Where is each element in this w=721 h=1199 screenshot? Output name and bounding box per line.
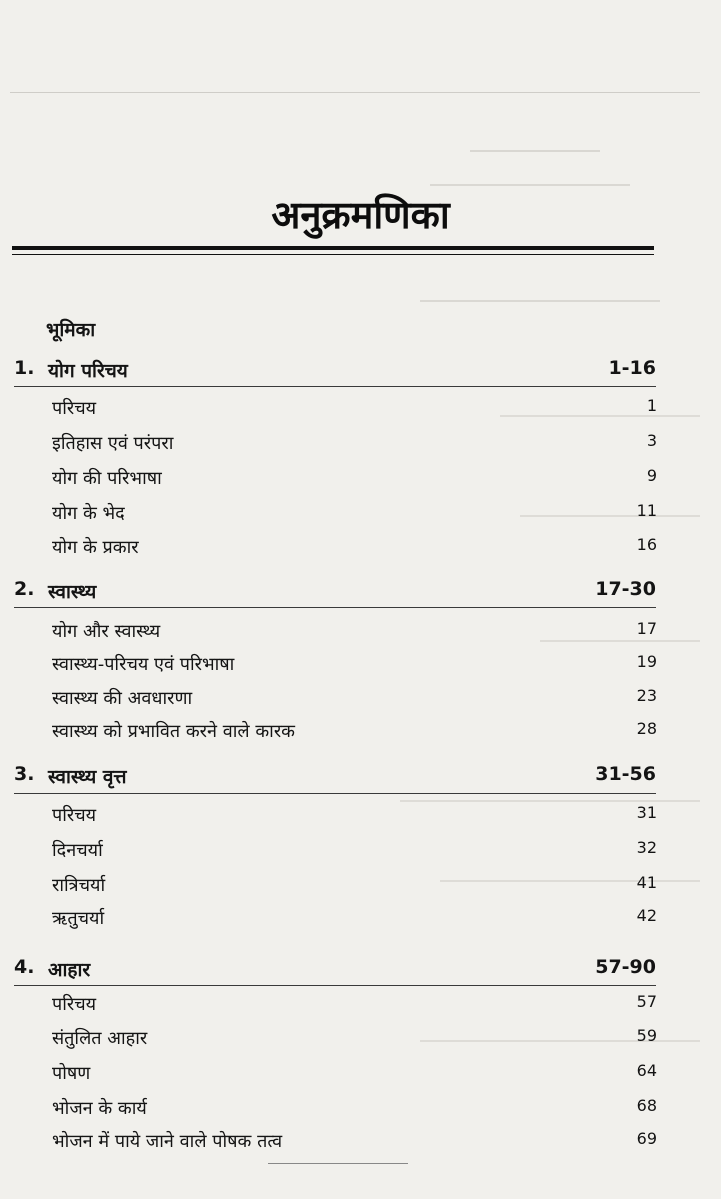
chapter-heading — [14, 357, 656, 385]
toc-entry — [52, 619, 657, 647]
toc-entry — [52, 686, 657, 714]
toc-entry — [52, 466, 657, 494]
toc-entry-title: दिनचर्या — [52, 840, 103, 861]
chapter-rule — [14, 386, 656, 387]
toc-entry-page: 17 — [636, 619, 657, 638]
toc-entry-page: 41 — [636, 873, 657, 892]
chapter-page-range: 31-56 — [595, 763, 656, 785]
toc-entry-title: योग की परिभाषा — [52, 468, 162, 489]
toc-entry-page: 31 — [636, 803, 657, 822]
toc-entry-page: 19 — [636, 652, 657, 671]
toc-entry-page: 1 — [646, 396, 657, 415]
page-title: अनुक्रमणिका — [271, 193, 450, 237]
toc-entry-title: भोजन में पाये जाने वाले पोषक तत्व — [52, 1131, 283, 1152]
toc-entry-title: ऋतुचर्या — [52, 908, 105, 929]
intro-heading: भूमिका — [46, 319, 96, 341]
chapter-number: 3. — [14, 763, 35, 785]
toc-entry-title: स्वास्थ्य की अवधारणा — [52, 688, 193, 709]
toc-entry — [52, 1061, 657, 1089]
chapter-number: 1. — [14, 357, 35, 379]
toc-entry-page: 69 — [636, 1129, 657, 1148]
toc-entry-title: स्वास्थ्य को प्रभावित करने वाले कारक — [52, 721, 296, 742]
toc-entry-page: 64 — [636, 1061, 657, 1080]
toc-entry-title: इतिहास एवं परंपरा — [52, 433, 174, 454]
chapter-page-range: 1-16 — [608, 357, 656, 379]
toc-entry-title: संतुलित आहार — [52, 1028, 148, 1049]
toc-entry — [52, 992, 657, 1020]
toc-entry-page: 59 — [636, 1026, 657, 1045]
toc-entry-title: परिचय — [52, 398, 97, 419]
toc-entry-title: योग के प्रकार — [52, 537, 139, 558]
toc-entry-page: 23 — [636, 686, 657, 705]
toc-entry-page: 57 — [636, 992, 657, 1011]
chapter-heading — [14, 956, 656, 984]
chapter-number: 2. — [14, 578, 35, 600]
chapter-page-range: 57-90 — [595, 956, 656, 978]
footer-rule — [268, 1163, 408, 1164]
toc-entry-page: 68 — [636, 1096, 657, 1115]
toc-entry — [52, 535, 657, 563]
chapter-title: आहार — [48, 959, 91, 981]
toc-entry-title: पोषण — [52, 1063, 91, 1084]
toc-entry-title: परिचय — [52, 805, 97, 826]
toc-entry-page: 3 — [646, 431, 657, 450]
toc-entry — [52, 803, 657, 831]
toc-entry-title: योग और स्वास्थ्य — [52, 621, 161, 642]
chapter-number: 4. — [14, 956, 35, 978]
chapter-title: स्वास्थ्य वृत्त — [48, 766, 127, 788]
toc-entry — [52, 431, 657, 459]
toc-entry — [52, 873, 657, 901]
chapter-rule — [14, 793, 656, 794]
toc-entry-page: 16 — [636, 535, 657, 554]
toc-entry-title: परिचय — [52, 994, 97, 1015]
toc-entry-page: 28 — [636, 719, 657, 738]
toc-entry-page: 42 — [636, 906, 657, 925]
chapter-rule — [14, 985, 656, 986]
chapter-title: स्वास्थ्य — [48, 581, 97, 603]
chapter-heading — [14, 578, 656, 606]
toc-entry — [52, 838, 657, 866]
toc-entry — [52, 396, 657, 424]
title-rule-thick — [12, 246, 654, 250]
toc-entry-title: स्वास्थ्य-परिचय एवं परिभाषा — [52, 654, 235, 675]
toc-entry — [52, 501, 657, 529]
toc-entry — [52, 1129, 657, 1157]
toc-entry-page: 32 — [636, 838, 657, 857]
toc-entry — [52, 1096, 657, 1124]
toc-entry-title: भोजन के कार्य — [52, 1098, 147, 1119]
chapter-heading — [14, 763, 656, 791]
chapter-rule — [14, 607, 656, 608]
chapter-title: योग परिचय — [48, 360, 128, 382]
toc-entry — [52, 1026, 657, 1054]
title-rule-thin — [12, 254, 654, 255]
toc-entry — [52, 906, 657, 934]
chapter-page-range: 17-30 — [595, 578, 656, 600]
toc-entry — [52, 719, 657, 747]
toc-entry — [52, 652, 657, 680]
toc-entry-page: 11 — [636, 501, 657, 520]
toc-entry-page: 9 — [646, 466, 657, 485]
toc-entry-title: रात्रिचर्या — [52, 875, 106, 896]
toc-entry-title: योग के भेद — [52, 503, 125, 524]
